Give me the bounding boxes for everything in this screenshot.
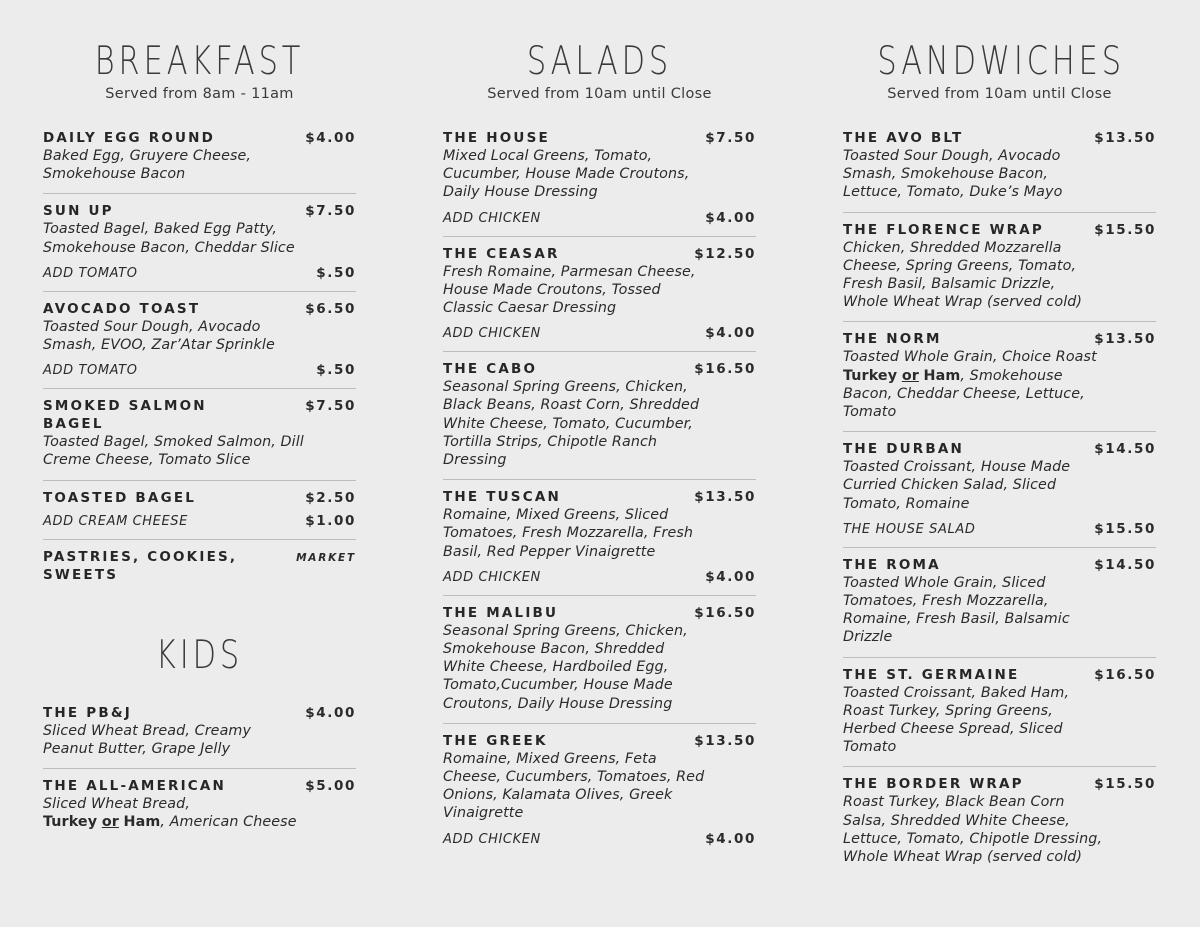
menu-item [43, 129, 356, 194]
sandwiches-subtitle: Served from 10am until Close [887, 86, 1112, 102]
sandwiches-title: SANDWICHES [877, 39, 1125, 84]
sandwiches-column [843, 0, 1156, 876]
item-description: Toasted Bagel, Smoked Salmon, Dill Creme Cheese, Tomato Slice [43, 434, 304, 469]
item-description [43, 795, 305, 831]
item-price: $7.50 [305, 398, 356, 415]
salads-items [443, 129, 756, 857]
item-name: THE FLORENCE WRAP [843, 221, 1045, 238]
item-addon [43, 362, 356, 378]
item-price: $4.00 [305, 130, 356, 146]
item-name: THE ROMA [843, 556, 941, 573]
item-name: THE AVO BLT [843, 130, 964, 146]
item-price: $13.50 [694, 732, 756, 749]
addon-label: ADD CHICKEN [443, 326, 541, 342]
item-name: SMOKED SALMON BAGEL [43, 398, 207, 433]
breakfast-title: BREAKFAST [94, 39, 305, 84]
item-price: $2.50 [305, 489, 356, 506]
item-price: $15.50 [1094, 776, 1156, 793]
item-description: Seasonal Spring Greens, Chicken, Black Beans, Roast Corn, Shredded White Cheese, Tomato, Cucumber, Tortilla Strips, Chipotle Ranch Dressing [443, 379, 700, 469]
item-price: $14.50 [1094, 441, 1156, 458]
item-price: $5.00 [305, 778, 356, 795]
menu-item [43, 292, 356, 389]
item-addon [443, 325, 756, 341]
addon-price: $.50 [316, 264, 356, 281]
item-description: Toasted Bagel, Baked Egg Patty, Smokehouse Bacon, Cheddar Slice [43, 221, 295, 256]
addon-price: $.50 [316, 362, 356, 379]
item-description: Toasted Sour Dough, Avocado Smash, Smokehouse Bacon, Lettuce, Tomato, Duke’s Mayo [843, 148, 1063, 201]
breakfast-column [43, 0, 356, 841]
desc-or: or [101, 814, 119, 831]
item-description: Fresh Romaine, Parmesan Cheese, House Made Croutons, Tossed Classic Caesar Dressing [443, 263, 696, 317]
item-price: $13.50 [1094, 331, 1156, 348]
desc-or: or [901, 367, 919, 384]
item-name: THE TUSCAN [443, 489, 561, 506]
breakfast-subtitle: Served from 8am - 11am [105, 86, 294, 102]
item-description: Toasted Croissant, House Made Curried Chicken Salad, Sliced Tomato, Romaine [843, 459, 1071, 512]
addon-price: $15.50 [1094, 520, 1156, 537]
item-name: THE ST. GERMAINE [843, 666, 1020, 683]
salads-title: SALADS [526, 39, 673, 84]
item-name: THE CEASAR [443, 245, 560, 262]
item-description [843, 348, 1105, 421]
menu-item [443, 596, 756, 724]
item-description: Baked Egg, Gruyere Cheese, Smokehouse Bacon [43, 148, 252, 183]
addon-price: $4.00 [705, 209, 756, 226]
item-price: $15.50 [1094, 221, 1156, 238]
item-addon [843, 521, 1156, 537]
item-description: Mixed Local Greens, Tomato, Cucumber, House Made Croutons, Daily House Dressing [443, 148, 690, 201]
salads-subtitle: Served from 10am until Close [487, 86, 712, 102]
menu-item [843, 322, 1156, 432]
item-name: THE HOUSE [443, 130, 550, 146]
item-description: Romaine, Mixed Greens, Sliced Tomatoes, Fresh Mozzarella, Fresh Basil, Red Pepper Vinaigrette [443, 507, 694, 560]
breakfast-items [43, 129, 356, 594]
addon-label: ADD TOMATO [43, 363, 138, 379]
item-addon [443, 569, 756, 585]
item-price: $16.50 [694, 604, 756, 621]
menu-item [43, 389, 356, 480]
item-price: $7.50 [305, 203, 356, 220]
item-name: THE PB&J [43, 704, 133, 721]
item-name: THE ALL-AMERICAN [43, 778, 227, 795]
kids-title: KIDS [155, 632, 244, 678]
addon-price: $1.00 [305, 512, 356, 529]
item-name: THE NORM [843, 331, 942, 348]
addon-price: $4.00 [705, 568, 756, 585]
item-price: $13.50 [694, 489, 756, 506]
kids-items [43, 704, 356, 842]
addon-price: $4.00 [705, 830, 756, 847]
addon-label: ADD CHICKEN [443, 831, 541, 847]
item-description: Toasted Sour Dough, Avocado Smash, EVOO, Zar’Atar Sprinkle [43, 318, 275, 354]
addon-price: $4.00 [705, 325, 756, 342]
menu-item [843, 548, 1156, 658]
menu-item [443, 724, 756, 857]
item-addon [443, 831, 756, 847]
desc-ham: Ham [923, 367, 961, 384]
sandwiches-items [843, 129, 1156, 876]
menu-item [843, 129, 1156, 213]
item-name: TOASTED BAGEL [43, 489, 197, 506]
item-name: AVOCADO TOAST [43, 300, 201, 317]
menu-item [443, 480, 756, 596]
addon-label: ADD CHICKEN [443, 569, 541, 585]
item-price: $13.50 [1094, 130, 1156, 146]
item-price: $16.50 [1094, 666, 1156, 683]
item-price: $14.50 [1094, 556, 1156, 573]
menu-item [43, 194, 356, 291]
menu-item [43, 481, 356, 540]
item-description: Roast Turkey, Black Bean Corn Salsa, Shredded White Cheese, Lettuce, Tomato, Chipotle Dressing, Whole Wheat Wrap (served cold) [843, 794, 1103, 866]
item-name: DAILY EGG ROUND [43, 130, 216, 146]
addon-label: THE HOUSE SALAD [843, 521, 976, 537]
menu-item [443, 237, 756, 353]
item-name: THE MALIBU [443, 604, 559, 621]
desc-part: Sliced Wheat Bread, [43, 796, 190, 813]
item-description: Sliced Wheat Bread, Creamy Peanut Butter, Grape Jelly [43, 722, 252, 757]
item-price: MARKET [296, 551, 356, 564]
menu-item [843, 432, 1156, 548]
menu-item [43, 704, 356, 769]
menu-item [443, 352, 756, 480]
desc-turkey: Turkey [843, 367, 898, 384]
desc-ham: Ham [123, 814, 161, 831]
menu-item [443, 129, 756, 237]
item-name: PASTRIES, COOKIES, SWEETS [43, 548, 238, 583]
desc-part: , American Cheese [160, 814, 297, 831]
salads-column [443, 0, 756, 857]
item-addon [443, 210, 756, 226]
item-name: THE GREEK [443, 732, 548, 749]
desc-part: , Smokehouse Bacon, Cheddar Cheese, Lettuce, Tomato [843, 367, 1085, 421]
menu-item [843, 213, 1156, 323]
item-name: THE BORDER WRAP [843, 776, 1024, 793]
item-addon [43, 265, 356, 281]
desc-part: Toasted Whole Grain, Choice Roast [843, 349, 1097, 366]
menu-item [43, 769, 356, 841]
addon-label: ADD TOMATO [43, 265, 138, 281]
desc-turkey: Turkey [43, 814, 98, 831]
item-price: $16.50 [694, 361, 756, 378]
item-name: THE CABO [443, 361, 538, 378]
item-price: $12.50 [694, 245, 756, 262]
item-description: Romaine, Mixed Greens, Feta Cheese, Cucumbers, Tomatoes, Red Onions, Kalamata Olives, Greek Vinaigrette [443, 750, 705, 822]
item-description: Toasted Croissant, Baked Ham, Roast Turkey, Spring Greens, Herbed Cheese Spread, Sliced Tomato [843, 684, 1070, 756]
item-description: Toasted Whole Grain, Sliced Tomatoes, Fresh Mozzarella, Romaine, Fresh Basil, Balsamic Drizzle [843, 574, 1070, 646]
item-price: $7.50 [705, 130, 756, 146]
menu-item [843, 767, 1156, 876]
item-name: SUN UP [43, 203, 114, 220]
item-name: THE DURBAN [843, 441, 965, 458]
item-addon [43, 513, 356, 529]
item-description: Chicken, Shredded Mozzarella Cheese, Spring Greens, Tomato, Fresh Basil, Balsamic Drizzle, Whole Wheat Wrap (served cold) [843, 239, 1083, 311]
menu-item [843, 658, 1156, 768]
addon-label: ADD CHICKEN [443, 210, 541, 226]
item-description: Seasonal Spring Greens, Chicken, Smokehouse Bacon, Shredded White Cheese, Hardboiled Egg, Tomato,Cucumber, House Made Croutons, Daily House Dressing [443, 622, 688, 712]
item-price: $6.50 [305, 300, 356, 317]
item-price: $4.00 [305, 704, 356, 721]
menu-item [43, 540, 356, 594]
addon-label: ADD CREAM CHEESE [43, 513, 188, 529]
